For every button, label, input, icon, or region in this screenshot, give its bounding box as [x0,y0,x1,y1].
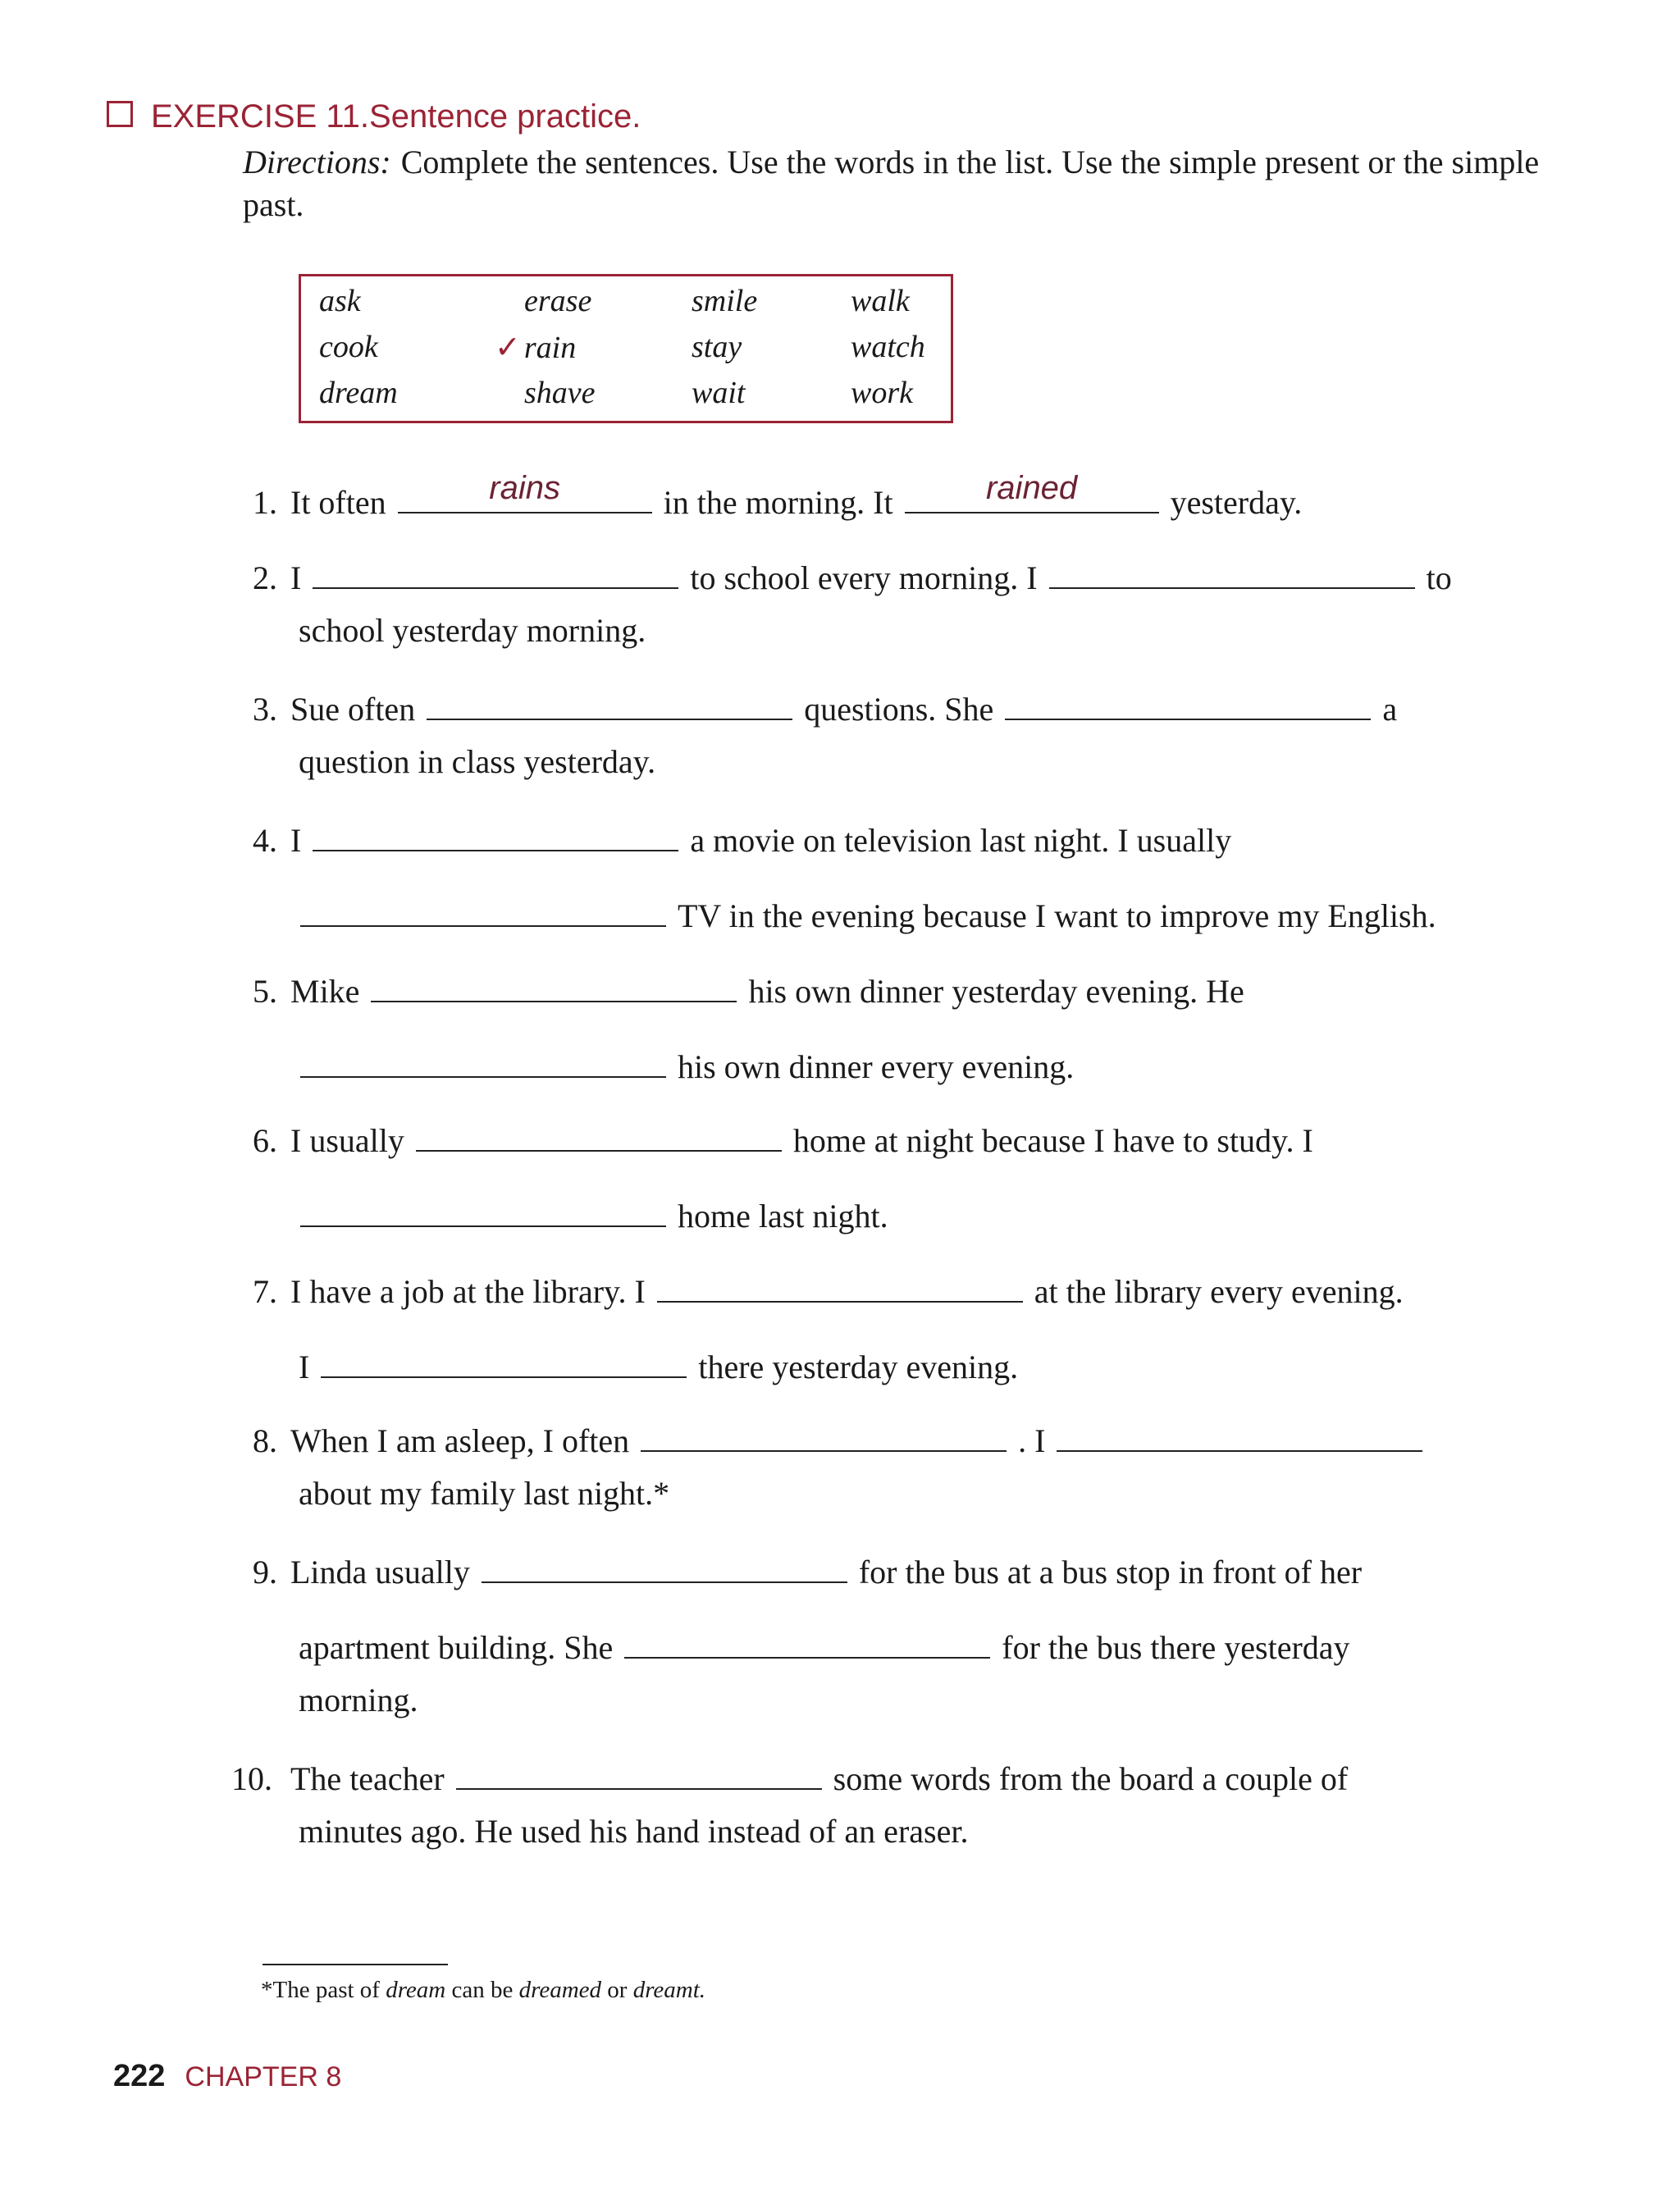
sentence-6: 6. I usually home at night because I have to study. I [253,1117,1313,1161]
answer-blank[interactable] [313,554,678,589]
page-number: 222 [113,2059,166,2093]
answer-blank[interactable] [641,1417,1007,1452]
word-item: erase [524,284,592,318]
sentence-4: 4. I a movie on television last night. I usually [253,817,1231,861]
sentence-5-continued: his own dinner every evening. [292,1043,1074,1088]
checkmark-icon: ✓ [495,331,521,365]
chapter-label: CHAPTER 8 [185,2061,342,2092]
sentence-6-continued: home last night. [292,1193,888,1237]
word-item: smile [692,284,758,318]
sentence-9-continued-2: morning. [299,1682,418,1718]
sentence-10-continued: minutes ago. He used his hand instead of an eraser. [299,1813,969,1850]
word-item: shave [524,376,596,410]
word-item: ask [319,284,361,318]
sentence-8: 8. When I am asleep, I often . I [253,1417,1434,1462]
answer-blank[interactable] [300,892,666,927]
sentence-1: 1. It often rains in the morning. It rained yesterday. [253,479,1302,523]
sentence-2: 2. I to school every morning. I to [253,554,1452,599]
footnote-rule [262,1964,448,1965]
answer-blank[interactable] [657,1268,1023,1303]
footnote: *The past of dream can be dreamed or dreamt. [261,1977,706,2003]
answer-blank[interactable] [624,1624,990,1659]
handwritten-answer: rains [489,470,560,506]
sentence-3-continued: question in class yesterday. [299,743,656,780]
directions-text: Complete the sentences. Use the words in the list. Use the simple present or the simple past. [243,144,1540,223]
answer-blank[interactable] [371,968,737,1002]
answer-blank[interactable] [482,1549,847,1583]
exercise-title: Sentence practice. [369,98,641,135]
word-item: watch [851,330,925,364]
sentence-7-continued: I there yesterday evening. [299,1344,1018,1388]
word-item: dream [319,376,398,410]
handwritten-answer: rained [985,470,1078,506]
answer-blank[interactable] [427,686,792,720]
word-item-checked: ✓ rain [495,331,577,365]
sentence-9: 9. Linda usually for the bus at a bus stop in front of her [253,1549,1362,1593]
sentence-10: 10. The teacher some words from the board a couple of [253,1755,1348,1800]
exercise-label: EXERCISE 11. [151,98,370,135]
word-item: work [851,376,913,410]
sentence-2-continued: school yesterday morning. [299,612,646,649]
answer-blank[interactable] [416,1117,782,1152]
answer-blank[interactable] [456,1755,822,1790]
word-item: stay [692,330,742,364]
sentence-4-continued: TV in the evening because I want to improve my English. [292,892,1436,937]
directions-label: Directions: [243,144,391,180]
directions [243,141,1555,226]
answer-blank[interactable] [905,470,1159,513]
word-item: cook [319,330,378,364]
answer-blank[interactable] [1005,686,1371,720]
sentence-5: 5. Mike his own dinner yesterday evening. He [253,968,1244,1012]
answer-blank[interactable] [1049,554,1415,589]
sentence-8-continued: about my family last night.* [299,1475,670,1512]
exercise-checkbox[interactable] [107,101,133,127]
exercise-header [107,98,641,135]
answer-blank[interactable] [398,470,652,513]
answer-blank[interactable] [300,1193,666,1227]
sentence-9-continued: apartment building. She for the bus there yesterday [299,1624,1350,1668]
sentence-7: 7. I have a job at the library. I at the library every evening. [253,1268,1404,1312]
word-item: walk [851,284,910,318]
answer-blank[interactable] [321,1344,687,1378]
word-list-box [299,274,953,423]
answer-blank[interactable] [300,1043,666,1078]
answer-blank[interactable] [1057,1417,1422,1452]
sentence-3: 3. Sue often questions. She a [253,686,1397,730]
answer-blank[interactable] [313,817,678,851]
page-footer [113,2059,341,2094]
word-item: wait [692,376,746,410]
